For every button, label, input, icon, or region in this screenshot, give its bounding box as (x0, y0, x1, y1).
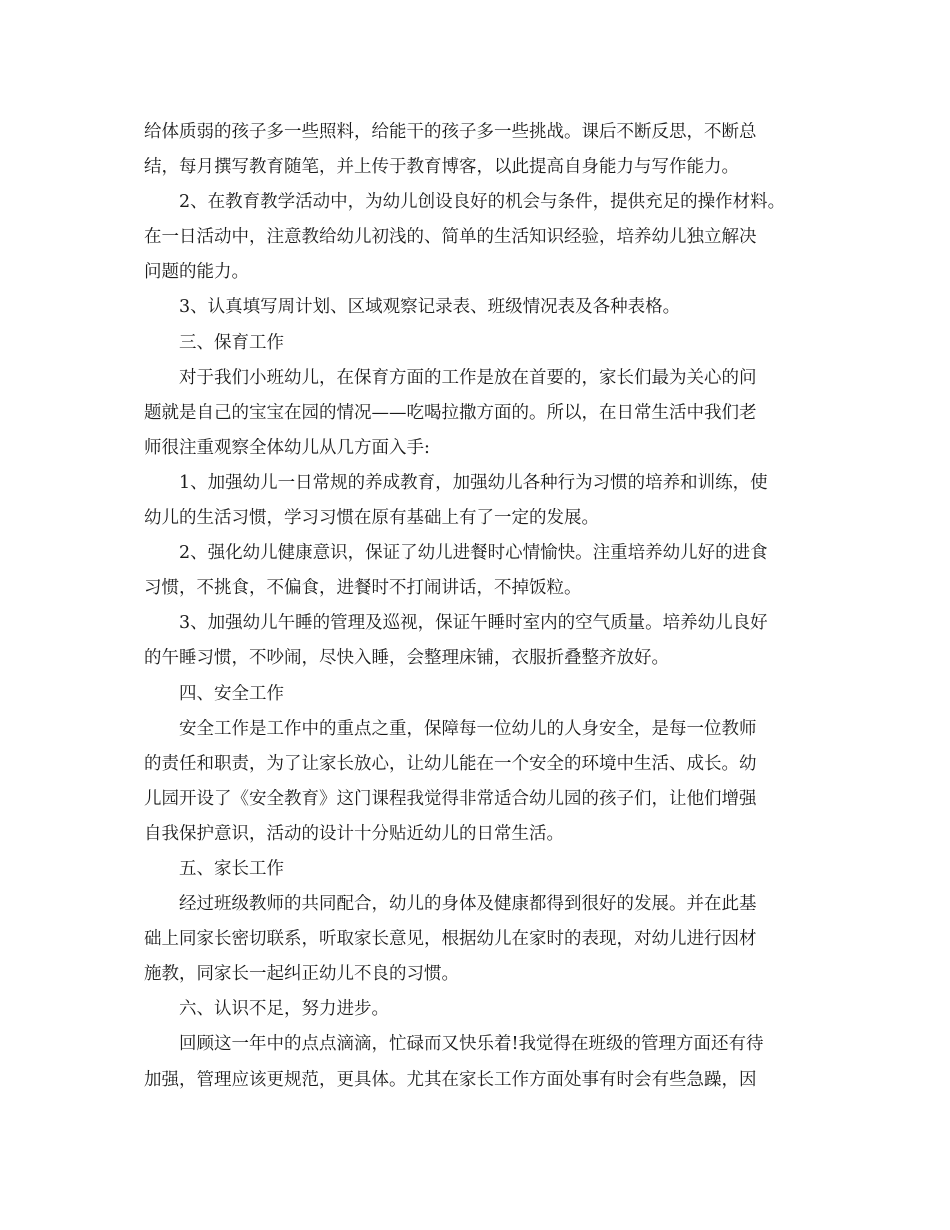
text-line: 结，每月撰写教育随笔，并上传于教育博客，以此提高自身能力与写作能力。 (144, 157, 739, 178)
text-line: 2、强化幼儿健康意识，保证了幼儿进餐时心情愉快。注重培养幼儿好的进食 (179, 543, 768, 564)
text-line: 的午睡习惯，不吵闹，尽快入睡，会整理床铺，衣服折叠整齐放好。 (144, 648, 669, 669)
text-line: 2、在教育教学活动中，为幼儿创设良好的机会与条件，提供充足的操作材料。 (179, 192, 786, 213)
document-body (144, 115, 824, 1098)
text-line: 经过班级教师的共同配合，幼儿的身体及健康都得到很好的发展。并在此基 (179, 894, 757, 915)
text-line: 1、加强幼儿一日常规的养成教育，加强幼儿各种行为习惯的培养和训练，使 (179, 472, 768, 493)
text-line: 三、保育工作 (179, 332, 284, 353)
text-line: 3、加强幼儿午睡的管理及巡视，保证午睡时室内的空气质量。培养幼儿良好 (179, 613, 768, 634)
text-line: 给体质弱的孩子多一些照料，给能干的孩子多一些挑战。课后不断反思，不断总 (144, 122, 757, 142)
text-line: 师很注重观察全体幼儿从几方面入手: (144, 437, 430, 458)
text-line: 五、家长工作 (179, 858, 284, 879)
text-line: 加强，管理应该更规范，更具体。尤其在家长工作方面处事有时会有些急躁，因 (144, 1069, 757, 1090)
text-line: 四、安全工作 (179, 683, 284, 704)
text-line: 础上同家长密切联系，听取家长意见，根据幼儿在家时的表现，对幼儿进行因材 (144, 929, 757, 950)
text-line: 习惯，不挑食，不偏食，进餐时不打闹讲话，不掉饭粒。 (144, 578, 582, 599)
text-line: 六、认识不足，努力进步。 (179, 999, 389, 1020)
text-line: 对于我们小班幼儿，在保育方面的工作是放在首要的，家长们最为关心的问 (179, 367, 757, 388)
text-line: 问题的能力。 (144, 262, 249, 283)
text-line: 安全工作是工作中的重点之重，保障每一位幼儿的人身安全，是每一位教师 (179, 718, 757, 739)
text-line: 儿园开设了《安全教育》这门课程我觉得非常适合幼儿园的孩子们，让他们增强 (144, 788, 757, 809)
text-line: 自我保护意识，活动的设计十分贴近幼儿的日常生活。 (144, 823, 564, 844)
text-line: 回顾这一年中的点点滴滴，忙碌而又快乐着!我觉得在班级的管理方面还有待 (179, 1034, 764, 1055)
text-line: 施教，同家长一起纠正幼儿不良的习惯。 (144, 964, 459, 985)
text-line: 题就是自己的宝宝在园的情况——吃喝拉撒方面的。所以，在日常生活中我们老 (144, 402, 757, 423)
text-line: 3、认真填写周计划、区域观察记录表、班级情况表及各种表格。 (179, 297, 681, 318)
text-line: 幼儿的生活习惯，学习习惯在原有基础上有了一定的发展。 (144, 508, 599, 529)
text-line: 在一日活动中，注意教给幼儿初浅的、简单的生活知识经验，培养幼儿独立解决 (144, 227, 757, 248)
text-line: 的责任和职责，为了让家长放心，让幼儿能在一个安全的环境中生活、成长。幼 (144, 753, 757, 774)
